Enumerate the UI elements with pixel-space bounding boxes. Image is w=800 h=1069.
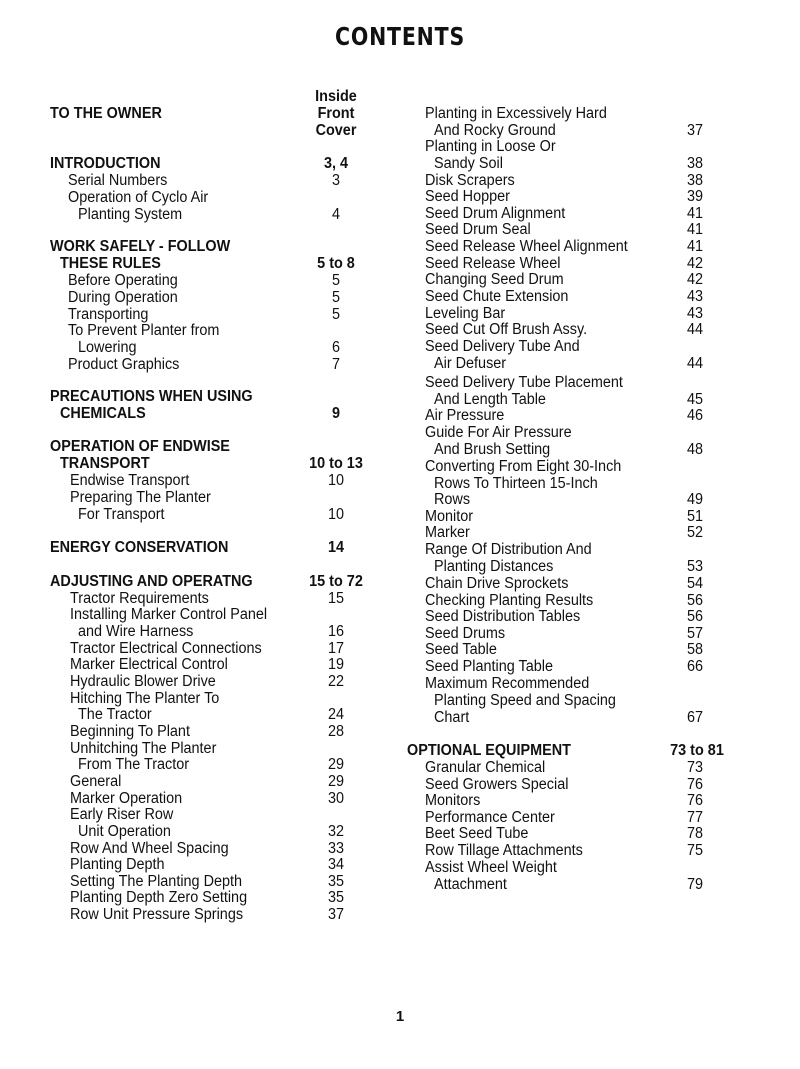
toc-entry-serial-numbers: Serial Numbers	[68, 172, 168, 189]
toc-entry-tractor-electrical: Tractor Electrical Connections	[70, 640, 262, 657]
toc-page-hydraulic-blower: 22	[327, 673, 345, 690]
toc-entry-depth-zero: Planting Depth Zero Setting	[70, 889, 248, 906]
toc-entry-row-wheel-spacing: Row And Wheel Spacing	[70, 840, 229, 857]
toc-page-depth-zero: 35	[327, 889, 345, 906]
toc-entry-introduction: INTRODUCTION	[50, 155, 161, 172]
toc-entry-row-tillage: Row Tillage Attachments	[425, 842, 583, 859]
toc-entry-before-operating: Before Operating	[68, 272, 178, 289]
toc-entry-brush-setting: And Brush Setting	[434, 441, 551, 458]
toc-entry-transporting: Transporting	[68, 306, 149, 323]
toc-page-adjusting: 15 to 72	[309, 573, 363, 590]
toc-page-introduction: 3, 4	[323, 155, 349, 172]
toc-page-lowering: 6	[331, 339, 341, 356]
page-number: 1	[395, 1008, 405, 1025]
toc-page-drum-alignment: 41	[686, 205, 704, 222]
toc-entry-adjusting: ADJUSTING AND OPERATNG	[50, 573, 253, 590]
toc-entry-attachment: Attachment	[434, 876, 507, 893]
toc-entry-rocky-ground: And Rocky Ground	[434, 122, 556, 139]
toc-page-release-wheel-alignment: 41	[686, 238, 704, 255]
toc-entry-optional-equipment: OPTIONAL EQUIPMENT	[407, 742, 571, 759]
toc-entry-operation-cyclo: Operation of Cyclo Air	[68, 189, 209, 206]
toc-page-changing-drum: 42	[686, 271, 704, 288]
toc-entry-distribution-tables: Seed Distribution Tables	[425, 608, 581, 625]
toc-entry-release-wheel-alignment: Seed Release Wheel Alignment	[425, 238, 628, 255]
toc-entry-sandy-soil: Sandy Soil	[434, 155, 503, 172]
toc-page-marker-electrical: 19	[327, 656, 345, 673]
toc-page-attachment: 79	[686, 876, 704, 893]
toc-entry-granular-chemical: Granular Chemical	[425, 759, 546, 776]
toc-page-transport: 10 to 13	[309, 455, 363, 472]
toc-entry-these-rules: THESE RULES	[60, 255, 161, 272]
toc-page-inside: Inside	[315, 88, 357, 105]
toc-entry-chart: Chart	[434, 709, 470, 726]
toc-entry-row-unit-springs: Row Unit Pressure Springs	[70, 906, 244, 923]
toc-page-general: 29	[327, 773, 345, 790]
toc-entry-chain-drive: Chain Drive Sprockets	[425, 575, 569, 592]
toc-page-from-the-tractor: 29	[327, 756, 345, 773]
toc-entry-chemicals: CHEMICALS	[60, 405, 146, 422]
toc-page-drum-seal: 41	[686, 221, 704, 238]
toc-page-unit-operation: 32	[327, 823, 345, 840]
toc-page-monitors: 76	[686, 792, 704, 809]
toc-page-monitor: 51	[686, 508, 704, 525]
toc-entry-marker-operation: Marker Operation	[70, 790, 183, 807]
toc-entry-transport: TRANSPORT	[60, 455, 150, 472]
toc-page-granular-chemical: 73	[686, 759, 704, 776]
toc-page-planting-depth: 34	[327, 856, 345, 873]
page-title: CONTENTS	[334, 22, 466, 51]
toc-entry-prevent-planter: To Prevent Planter from	[68, 322, 220, 339]
toc-page-beginning: 28	[327, 723, 345, 740]
toc-page-row-tillage: 75	[686, 842, 704, 859]
toc-entry-range-distribution: Range Of Distribution And	[425, 541, 592, 558]
toc-entry-hydraulic-blower: Hydraulic Blower Drive	[70, 673, 216, 690]
toc-entry-leveling-bar: Leveling Bar	[425, 305, 506, 322]
toc-entry-planting-system: Planting System	[78, 206, 183, 223]
toc-entry-product-graphics: Product Graphics	[68, 356, 180, 373]
toc-page-performance-center: 77	[686, 809, 704, 826]
toc-entry-planting-depth: Planting Depth	[70, 856, 165, 873]
toc-page-for-transport: 10	[327, 506, 345, 523]
toc-page-product-graphics: 7	[331, 356, 341, 373]
toc-entry-seed-drums: Seed Drums	[425, 625, 506, 642]
toc-entry-endwise-transport: Endwise Transport	[70, 472, 190, 489]
toc-page-planting-system: 4	[331, 206, 341, 223]
toc-page-beet-seed-tube: 78	[686, 825, 704, 842]
toc-entry-monitor: Monitor	[425, 508, 474, 525]
toc-entry-early-riser: Early Riser Row	[70, 806, 174, 823]
toc-entry-disk-scrapers: Disk Scrapers	[425, 172, 515, 189]
toc-entry-lowering: Lowering	[78, 339, 137, 356]
toc-entry-air-pressure: Air Pressure	[425, 407, 505, 424]
toc-entry-during-operation: During Operation	[68, 289, 178, 306]
toc-page-chute-extension: 43	[686, 288, 704, 305]
toc-page-chain-drive: 54	[686, 575, 704, 592]
toc-entry-marker-electrical: Marker Electrical Control	[70, 656, 228, 673]
toc-entry-guide-air-pressure: Guide For Air Pressure	[425, 424, 572, 441]
toc-entry-performance-center: Performance Center	[425, 809, 555, 826]
toc-entry-monitors: Monitors	[425, 792, 481, 809]
toc-entry-hitching: Hitching The Planter To	[70, 690, 220, 707]
toc-page-serial-numbers: 3	[331, 172, 341, 189]
toc-page-setting-depth: 35	[327, 873, 345, 890]
toc-page-wire-harness: 16	[327, 623, 345, 640]
toc-page-tractor-requirements: 15	[327, 590, 345, 607]
toc-entry-to-the-owner: TO THE OWNER	[50, 105, 162, 122]
toc-page-length-table: 45	[686, 391, 704, 408]
toc-page-marker-operation: 30	[327, 790, 345, 807]
toc-page-during-operation: 5	[331, 289, 341, 306]
toc-entry-checking-results: Checking Planting Results	[425, 592, 594, 609]
toc-entry-wire-harness: and Wire Harness	[78, 623, 194, 640]
toc-page-distribution-tables: 56	[686, 608, 704, 625]
toc-entry-length-table: And Length Table	[434, 391, 546, 408]
toc-entry-release-wheel: Seed Release Wheel	[425, 255, 561, 272]
toc-entry-endwise: OPERATION OF ENDWISE	[50, 438, 230, 455]
toc-page-cover: Cover	[315, 122, 357, 139]
toc-entry-growers-special: Seed Growers Special	[425, 776, 569, 793]
toc-page-transporting: 5	[331, 306, 341, 323]
toc-entry-planting-distances: Planting Distances	[434, 558, 554, 575]
toc-entry-hard-ground: Planting in Excessively Hard	[425, 105, 607, 122]
toc-entry-max-recommended: Maximum Recommended	[425, 675, 590, 692]
toc-entry-drum-seal: Seed Drum Seal	[425, 221, 531, 238]
toc-entry-energy: ENERGY CONSERVATION	[50, 539, 229, 556]
toc-page-row-unit-springs: 37	[327, 906, 345, 923]
toc-entry-for-transport: For Transport	[78, 506, 165, 523]
toc-entry-preparing-planter: Preparing The Planter	[70, 489, 211, 506]
toc-page-seed-table: 58	[686, 641, 704, 658]
toc-entry-installing-marker: Installing Marker Control Panel	[70, 606, 268, 623]
toc-entry-beginning: Beginning To Plant	[70, 723, 190, 740]
toc-page-these-rules: 5 to 8	[317, 255, 355, 272]
toc-page-row-wheel-spacing: 33	[327, 840, 345, 857]
toc-entry-air-defuser: Air Defuser	[434, 355, 507, 372]
toc-page-checking-results: 56	[686, 592, 704, 609]
toc-page-tractor-electrical: 17	[327, 640, 345, 657]
toc-page-seed-drums: 57	[686, 625, 704, 642]
toc-entry-drum-alignment: Seed Drum Alignment	[425, 205, 566, 222]
toc-page-energy: 14	[327, 539, 345, 556]
toc-entry-changing-drum: Changing Seed Drum	[425, 271, 564, 288]
toc-page-seed-planting-table: 66	[686, 658, 704, 675]
toc-entry-from-the-tractor: From The Tractor	[78, 756, 190, 773]
toc-entry-precautions: PRECAUTIONS WHEN USING	[50, 388, 253, 405]
toc-page-rows: 49	[686, 491, 704, 508]
toc-page-sandy-soil: 38	[686, 155, 704, 172]
toc-entry-delivery-tube: Seed Delivery Tube And	[425, 338, 580, 355]
toc-page-chart: 67	[686, 709, 704, 726]
toc-entry-beet-seed-tube: Beet Seed Tube	[425, 825, 529, 842]
toc-page-leveling-bar: 43	[686, 305, 704, 322]
toc-entry-work-safely: WORK SAFELY - FOLLOW	[50, 238, 231, 255]
toc-entry-chute-extension: Seed Chute Extension	[425, 288, 569, 305]
toc-entry-tractor-requirements: Tractor Requirements	[70, 590, 209, 607]
toc-entry-the-tractor: The Tractor	[78, 706, 152, 723]
toc-entry-loose-soil: Planting in Loose Or	[425, 138, 556, 155]
toc-entry-seed-table: Seed Table	[425, 641, 497, 658]
toc-entry-seed-hopper: Seed Hopper	[425, 188, 510, 205]
toc-page-rocky-ground: 37	[686, 122, 704, 139]
toc-entry-general: General	[70, 773, 122, 790]
toc-page-the-tractor: 24	[327, 706, 345, 723]
toc-entry-planting-speed: Planting Speed and Spacing	[434, 692, 616, 709]
toc-page-planting-distances: 53	[686, 558, 704, 575]
toc-page-disk-scrapers: 38	[686, 172, 704, 189]
toc-page-marker: 52	[686, 524, 704, 541]
toc-page-endwise-transport: 10	[327, 472, 345, 489]
toc-entry-marker: Marker	[425, 524, 470, 541]
toc-entry-unit-operation: Unit Operation	[78, 823, 171, 840]
toc-entry-cut-off-brush: Seed Cut Off Brush Assy.	[425, 321, 588, 338]
toc-page-air-defuser: 44	[686, 355, 704, 372]
toc-entry-tube-placement: Seed Delivery Tube Placement	[425, 374, 623, 391]
toc-page-release-wheel: 42	[686, 255, 704, 272]
toc-entry-setting-depth: Setting The Planting Depth	[70, 873, 243, 890]
toc-entry-assist-wheel: Assist Wheel Weight	[425, 859, 557, 876]
toc-page-growers-special: 76	[686, 776, 704, 793]
toc-page-cut-off-brush: 44	[686, 321, 704, 338]
toc-entry-rows: Rows	[434, 491, 471, 508]
toc-page-seed-hopper: 39	[686, 188, 704, 205]
toc-page-brush-setting: 48	[686, 441, 704, 458]
toc-entry-rows-to-thirteen: Rows To Thirteen 15-Inch	[434, 475, 598, 492]
toc-entry-seed-planting-table: Seed Planting Table	[425, 658, 553, 675]
toc-page-chemicals: 9	[331, 405, 341, 422]
toc-entry-converting: Converting From Eight 30-Inch	[425, 458, 622, 475]
toc-page-optional-equipment: 73 to 81	[670, 742, 724, 759]
toc-page-front: Front	[317, 105, 355, 122]
toc-page-before-operating: 5	[331, 272, 341, 289]
toc-entry-unhitching: Unhitching The Planter	[70, 740, 217, 757]
toc-page-air-pressure: 46	[686, 407, 704, 424]
